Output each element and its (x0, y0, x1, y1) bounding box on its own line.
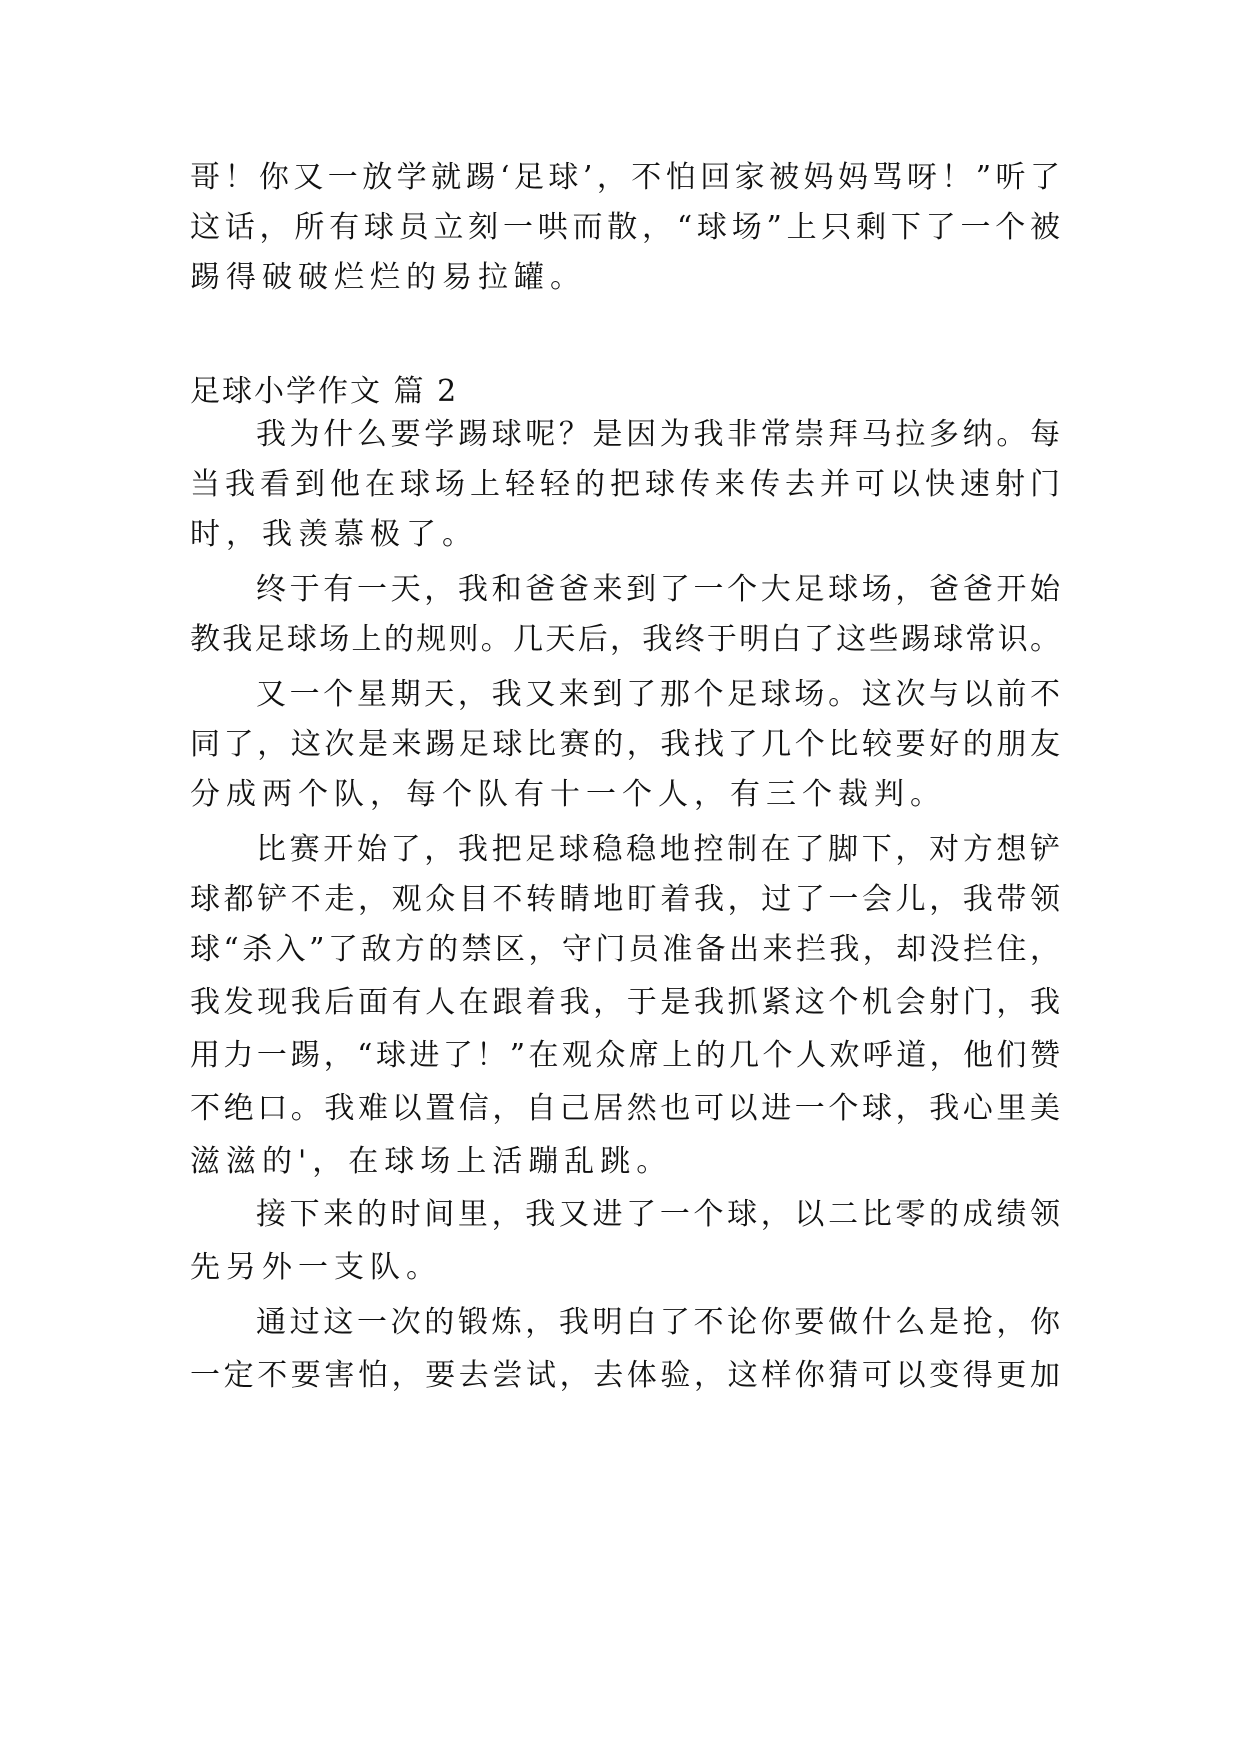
text-line: 教我足球场上的规则。几天后，我终于明白了这些踢球常识。 (190, 622, 1060, 657)
text-line: 不绝口。我难以置信，自己居然也可以进一个球，我心里美 (190, 1091, 1060, 1126)
text-line: 先另外一支队。 (190, 1250, 442, 1285)
text-line: 哥！你又一放学就踢‘足球’，不怕回家被妈妈骂呀！”听了 (190, 160, 1060, 195)
text-line: 球都铲不走，观众目不转睛地盯着我，过了一会儿，我带领 (190, 882, 1060, 917)
text-line: 终于有一天，我和爸爸来到了一个大足球场，爸爸开始 (256, 572, 1060, 607)
text-line: 同了，这次是来踢足球比赛的，我找了几个比较要好的朋友 (190, 727, 1060, 762)
text-line: 比赛开始了，我把足球稳稳地控制在了脚下，对方想铲 (256, 832, 1060, 867)
text-line: 这话，所有球员立刻一哄而散，“球场”上只剩下了一个被 (190, 210, 1060, 245)
text-line: 我为什么要学踢球呢？是因为我非常崇拜马拉多纳。每 (256, 417, 1060, 452)
text-line: 用力一踢，“球进了！”在观众席上的几个人欢呼道，他们赞 (190, 1038, 1060, 1073)
text-line: 接下来的时间里，我又进了一个球，以二比零的成绩领 (256, 1197, 1060, 1232)
text-line: 我发现我后面有人在跟着我，于是我抓紧这个机会射门，我 (190, 985, 1060, 1020)
text-line: 通过这一次的锻炼，我明白了不论你要做什么是抢，你 (256, 1305, 1060, 1340)
text-line: 时，我羡慕极了。 (190, 517, 478, 552)
text-line: 球“杀入”了敌方的禁区，守门员准备出来拦我，却没拦住， (190, 932, 1060, 967)
text-line: 当我看到他在球场上轻轻的把球传来传去并可以快速射门 (190, 467, 1060, 502)
text-line: 分成两个队，每个队有十一个人，有三个裁判。 (190, 777, 946, 812)
text-line: 又一个星期天，我又来到了那个足球场。这次与以前不 (256, 677, 1060, 712)
section-heading: 足球小学作文 篇 2 (190, 374, 459, 409)
text-line: 滋滋的'，在球场上活蹦乱跳。 (190, 1144, 673, 1179)
text-line: 一定不要害怕，要去尝试，去体验，这样你猜可以变得更加 (190, 1358, 1060, 1393)
text-line: 踢得破破烂烂的易拉罐。 (190, 260, 586, 295)
